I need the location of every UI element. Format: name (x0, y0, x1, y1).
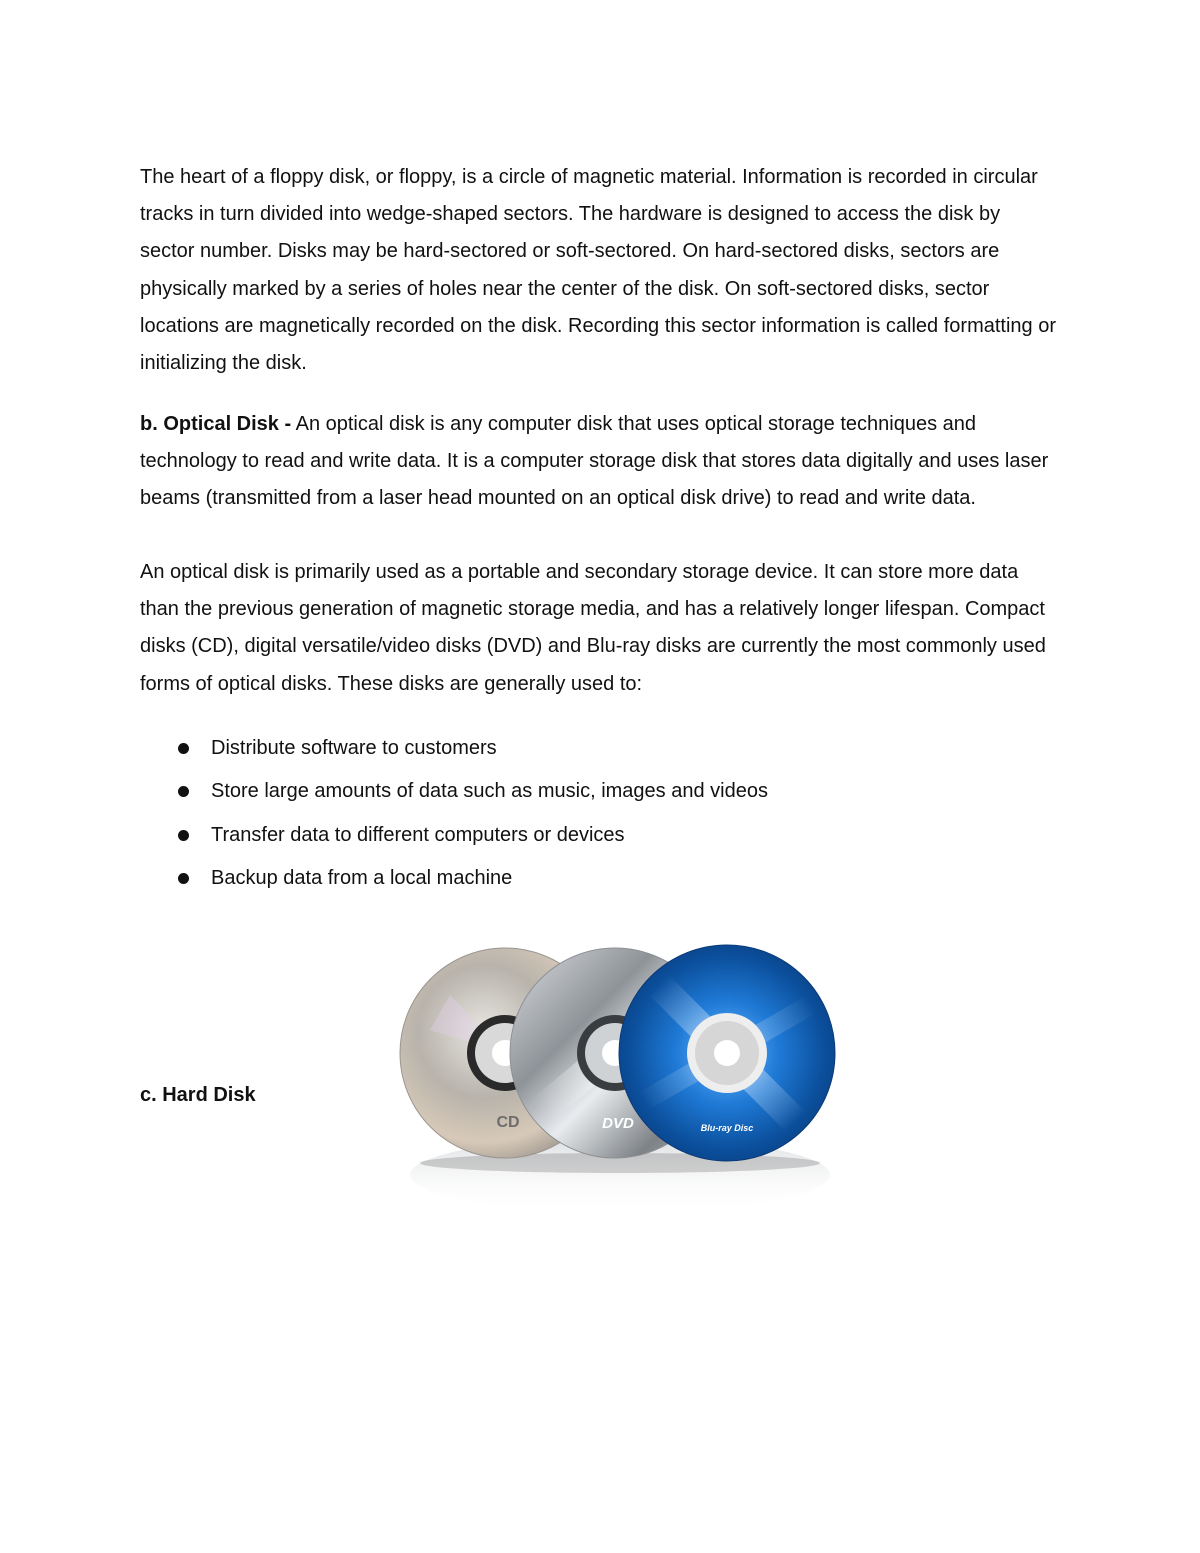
optical-uses-list (140, 728, 1060, 902)
optical-intro-text: An optical disk is any computer disk that uses optical storage techniques and technology to read and write data. It is a computer storage disk that stores data digitally and uses laser beams (transmitted from a laser head mounted on an optical disk drive) to read and write data. (140, 413, 1049, 510)
bullet-icon (178, 830, 189, 841)
cd-logo: CD (496, 1114, 520, 1131)
list-item: Distribute software to customers (140, 728, 1060, 771)
hard-disk-heading: c. Hard Disk (140, 1084, 256, 1106)
list-item: Backup data from a local machine (140, 858, 1060, 901)
floppy-paragraph: The heart of a floppy disk, or floppy, is a circle of magnetic material. Information is recorded in circular tracks in turn divided into wedge-shaped sectors. The hardware is designed to access the disk by sector number. Disks may be hard-sectored or soft-sectored. On hard-sectored disks, sectors are physically marked by a series of holes near the center of the disk. On soft-sectored disks, sector locations are magnetically recorded on the disk. Recording this sector information is called formatting or initializing the disk. (140, 166, 1056, 375)
optical-discs-image (390, 935, 850, 1220)
bullet-icon (178, 786, 189, 797)
optical-disk-heading: b. Optical Disk - (140, 413, 292, 435)
optical-usage-paragraph: An optical disk is primarily used as a portable and secondary storage device. It can store more data than the previous generation of magnetic storage media, and has a relatively longer lifespan. Compact disks (CD), digital versatile/video disks (DVD) and Blu-ray disks are currently the most commonly used forms of optical disks. These disks are generally used to: (140, 561, 1046, 695)
list-item: Store large amounts of data such as music, images and videos (140, 771, 1060, 814)
bullet-icon (178, 873, 189, 884)
list-item: Transfer data to different computers or devices (140, 815, 1060, 858)
optical-intro-paragraph (140, 406, 1060, 518)
bullet-icon (178, 743, 189, 754)
bluray-logo: Blu-ray Disc (700, 1123, 754, 1133)
bluray-disc (619, 945, 835, 1161)
dvd-logo: DVD (602, 1115, 634, 1132)
